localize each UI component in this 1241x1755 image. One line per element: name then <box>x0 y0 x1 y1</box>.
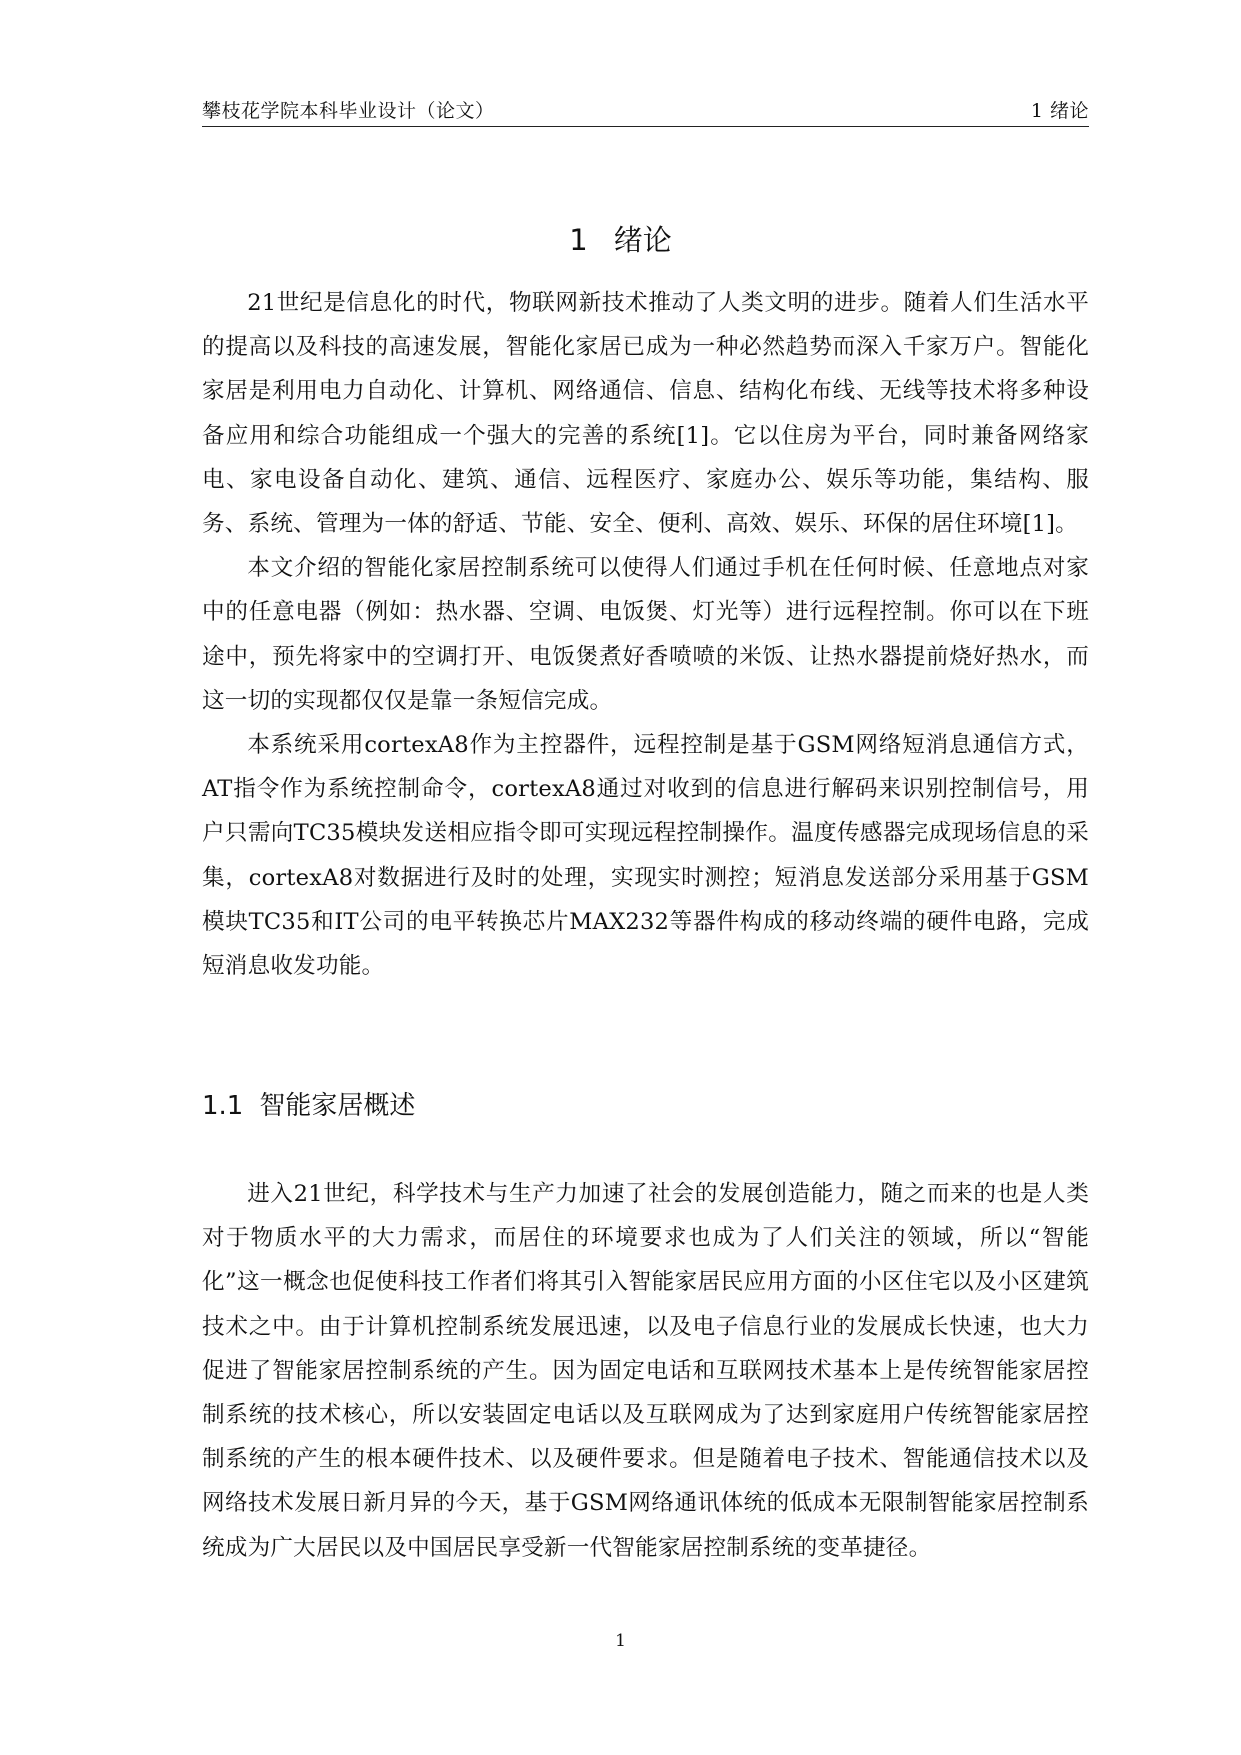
page-number: 1 <box>615 1631 626 1651</box>
intro-paragraph: 本系统采用cortexA8作为主控器件，远程控制是基于GSM网络短消息通信方式，AT指令作为系统控制命令，cortexA8通过对收到的信息进行解码来识别控制信号，用户只需向TC35模块发送相应指令即可实现远程控制操作。温度传感器完成现场信息的采集，cortexA8对数据进行及时的处理，实现实时测控；短消息发送部分采用基于GSM模块TC35和IT公司的电平转换芯片MAX232等器件构成的移动终端的硬件电路，完成短消息收发功能。 <box>202 732 1089 980</box>
header-thesis-title: 攀枝花学院本科毕业设计（论文） <box>202 100 495 122</box>
section-paragraph: 进入21世纪，科学技术与生产力加速了社会的发展创造能力，随之而来的也是人类对于物质水平的大力需求，而居住的环境要求也成为了人们关注的领域，所以“智能化”这一概念也促使科技工作者们将其引入智能家居民应用方面的小区住宅以及小区建筑技术之中。由于计算机控制系统发展迅速，以及电子信息行业的发展成长快速，也大力促进了智能家居控制系统的产生。因为固定电话和互联网技术基本上是传统智能家居控制系统的技术核心，所以安装固定电话以及互联网成为了达到家庭用户传统智能家居控制系统的产生的根本硬件技术、以及硬件要求。但是随着电子技术、智能通信技术以及网络技术发展日新月异的今天，基于GSM网络通讯体统的低成本无限制智能家居控制系统成为广大居民以及中国居民享受新一代智能家居控制系统的变革捷径。 <box>202 1181 1089 1561</box>
chapter-title <box>0 218 1241 259</box>
header-chapter-label: 1 绪论 <box>1030 100 1089 122</box>
chapter-title-text: 绪论 <box>613 223 672 257</box>
intro-paragraph: 本文介绍的智能化家居控制系统可以使得人们通过手机在任何时候、任意地点对家中的任意电器（例如：热水器、空调、电饭煲、灯光等）进行远程控制。你可以在下班途中，预先将家中的空调打开、电饭煲煮好香喷喷的米饭、让热水器提前烧好热水，而这一切的实现都仅仅是靠一条短信完成。 <box>202 555 1089 714</box>
section-number: 1.1 <box>202 1091 244 1121</box>
intro-paragraph: 21世纪是信息化的时代，物联网新技术推动了人类文明的进步。随着人们生活水平的提高以及科技的高速发展，智能化家居已成为一种必然趋势而深入千家万户。智能化家居是利用电力自动化、计算机、网络通信、信息、结构化布线、无线等技术将多种设备应用和综合功能组成一个强大的完善的系统[1]。它以住房为平台，同时兼备网络家电、家电设备自动化、建筑、通信、远程医疗、家庭办公、娱乐等功能，集结构、服务、系统、管理为一体的舒适、节能、安全、便利、高效、娱乐、环保的居住环境[1]。 <box>202 290 1089 538</box>
section-heading <box>202 1085 415 1122</box>
chapter-intro-body <box>202 281 1089 988</box>
section-title-text: 智能家居概述 <box>259 1091 416 1121</box>
section-body <box>202 1172 1089 1570</box>
chapter-number: 1 <box>569 223 588 257</box>
page-header <box>202 90 1089 127</box>
